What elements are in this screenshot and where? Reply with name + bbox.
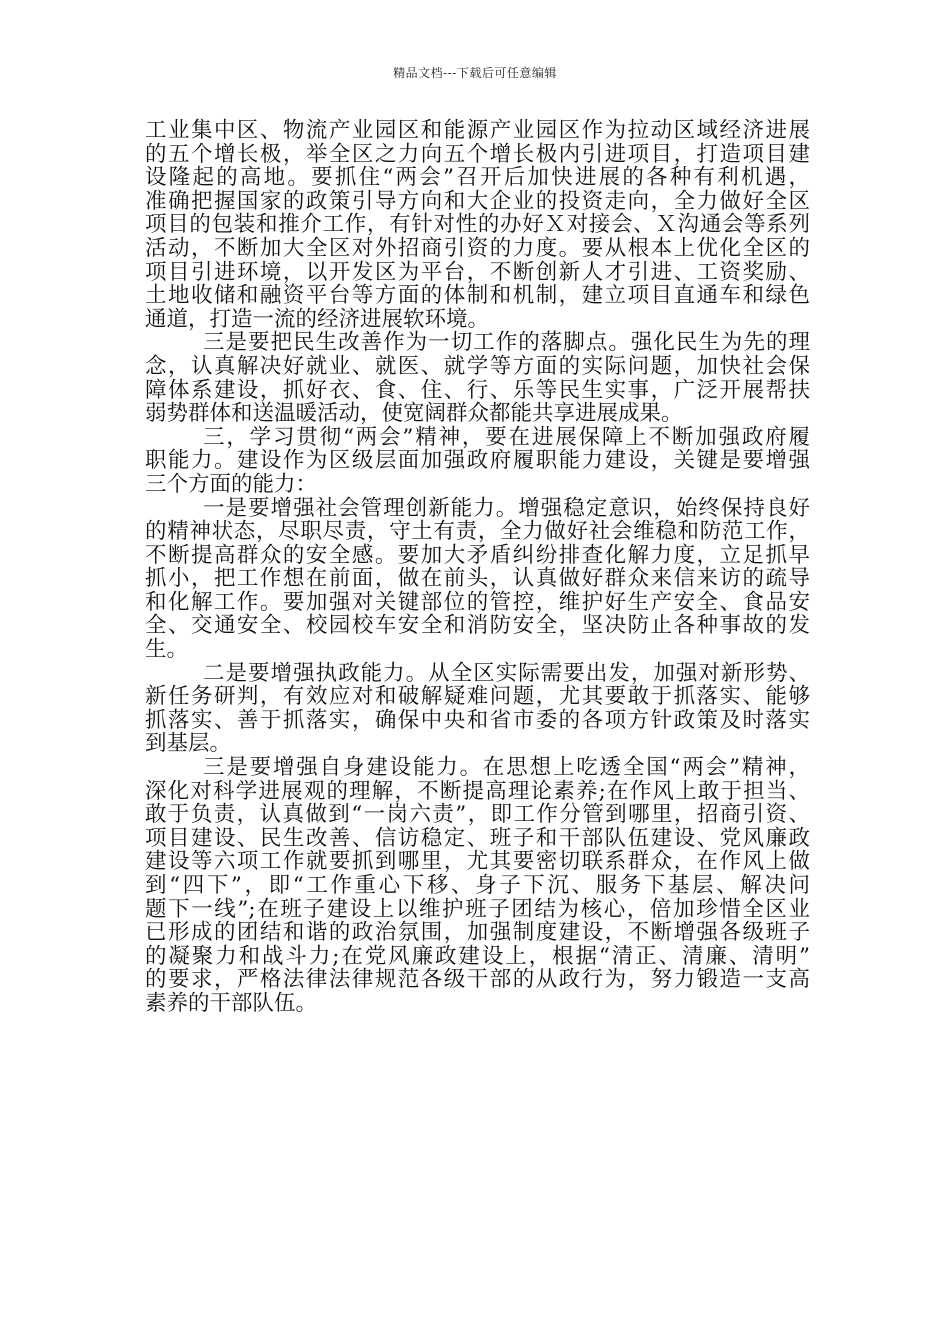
text-line: 活动，不断加大全区对外招商引资的力度。要从根本上优化全区的 [145,235,810,261]
text-line: 准确把握国家的政策引导方向和大企业的投资走向，全力做好全区 [145,188,810,214]
text-line: 职能力。建设作为区级层面加强政府履职能力建设，关键是要增强 [145,448,810,474]
text-line: 项目的包装和推介工作，有针对性的办好Ｘ对接会、Ｘ沟通会等系列 [145,212,810,238]
text-line: 弱势群体和送温暖活动，使宽阔群众都能共享进展成果。 [145,401,683,427]
text-line: 的凝聚力和战斗力;在党风廉政建设上，根据“清正、清廉、清明” [145,943,810,969]
text-line: 抓小，把工作想在前面，做在前头，认真做好群众来信来访的疏导 [145,566,810,592]
paragraph-start-line: 三是要增强自身建设能力。在思想上吃透全国“两会”精神， [203,755,810,781]
paragraph-start-line: 三是要把民生改善作为一切工作的落脚点。强化民生为先的理 [203,330,810,356]
text-line: 和化解工作。要加强对关键部位的管控，维护好生产安全、食品安 [145,589,810,615]
text-line: 的精神状态，尽职尽责，守土有责，全力做好社会维稳和防范工作， [145,519,810,545]
text-line: 障体系建设，抓好衣、食、住、行、乐等民生实事，广泛开展帮扶 [145,377,810,403]
text-line: 建设等六项工作就要抓到哪里，尤其要密切联系群众，在作风上做 [145,849,810,875]
text-line: 新任务研判，有效应对和破解疑难问题，尤其要敢于抓落实、能够 [145,684,810,710]
paragraph-start-line: 三，学习贯彻“两会”精神，要在进展保障上不断加强政府履 [203,424,810,450]
paragraph-start-line: 二是要增强执政能力。从全区实际需要出发，加强对新形势、 [203,660,810,686]
text-line: 通道，打造一流的经济进展软环境。 [145,306,490,332]
text-line: 素养的干部队伍。 [145,990,318,1016]
text-line: 项目建设、民生改善、信访稳定、班子和干部队伍建设、党风廉政 [145,825,810,851]
text-line: 抓落实、善于抓落实，确保中央和省市委的各项方针政策及时落实 [145,707,810,733]
text-line: 生。 [145,637,189,663]
text-line: 已形成的团结和谐的政治氛围，加强制度建设，不断增强各级班子 [145,920,810,946]
text-line: 三个方面的能力： [145,471,318,497]
text-line: 的要求，严格法律法律规范各级干部的从政行为，努力锻造一支高 [145,967,810,993]
text-line: 设隆起的高地。要抓住“两会”召开后加快进展的各种有利机遇， [145,165,810,191]
text-line: 不断提高群众的安全感。要加大矛盾纠纷排查化解力度，立足抓早 [145,542,810,568]
text-line: 全、交通安全、校园校车安全和消防安全，坚决防止各种事故的发 [145,613,810,639]
text-line: 念，认真解决好就业、就医、就学等方面的实际问题，加快社会保 [145,353,810,379]
text-line: 敢于负责，认真做到“一岗六责”，即工作分管到哪里，招商引资、 [145,802,810,828]
text-line: 的五个增长极，举全区之力向五个增长极内引进项目，打造项目建 [145,141,810,167]
text-line: 深化对科学进展观的理解，不断提高理论素养;在作风上敢于担当、 [145,778,810,804]
text-line: 到基层。 [145,731,232,757]
page-header: 精品文档---下载后可任意编辑 [393,66,557,80]
text-line: 土地收储和融资平台等方面的体制和机制，建立项目直通车和绿色 [145,283,810,309]
text-line: 工业集中区、物流产业园区和能源产业园区作为拉动区域经济进展 [145,118,810,143]
text-line: 项目引进环境，以开发区为平台，不断创新人才引进、工资奖励、 [145,259,810,285]
text-line: 题下一线”;在班子建设上以维护班子团结为核心，倍加珍惜全区业 [145,896,810,922]
text-line: 到“四下”，即“工作重心下移、身子下沉、服务下基层、解决问 [145,873,810,898]
document-body [145,119,810,1016]
paragraph-start-line: 一是要增强社会管理创新能力。增强稳定意识，始终保持良好 [203,495,810,521]
